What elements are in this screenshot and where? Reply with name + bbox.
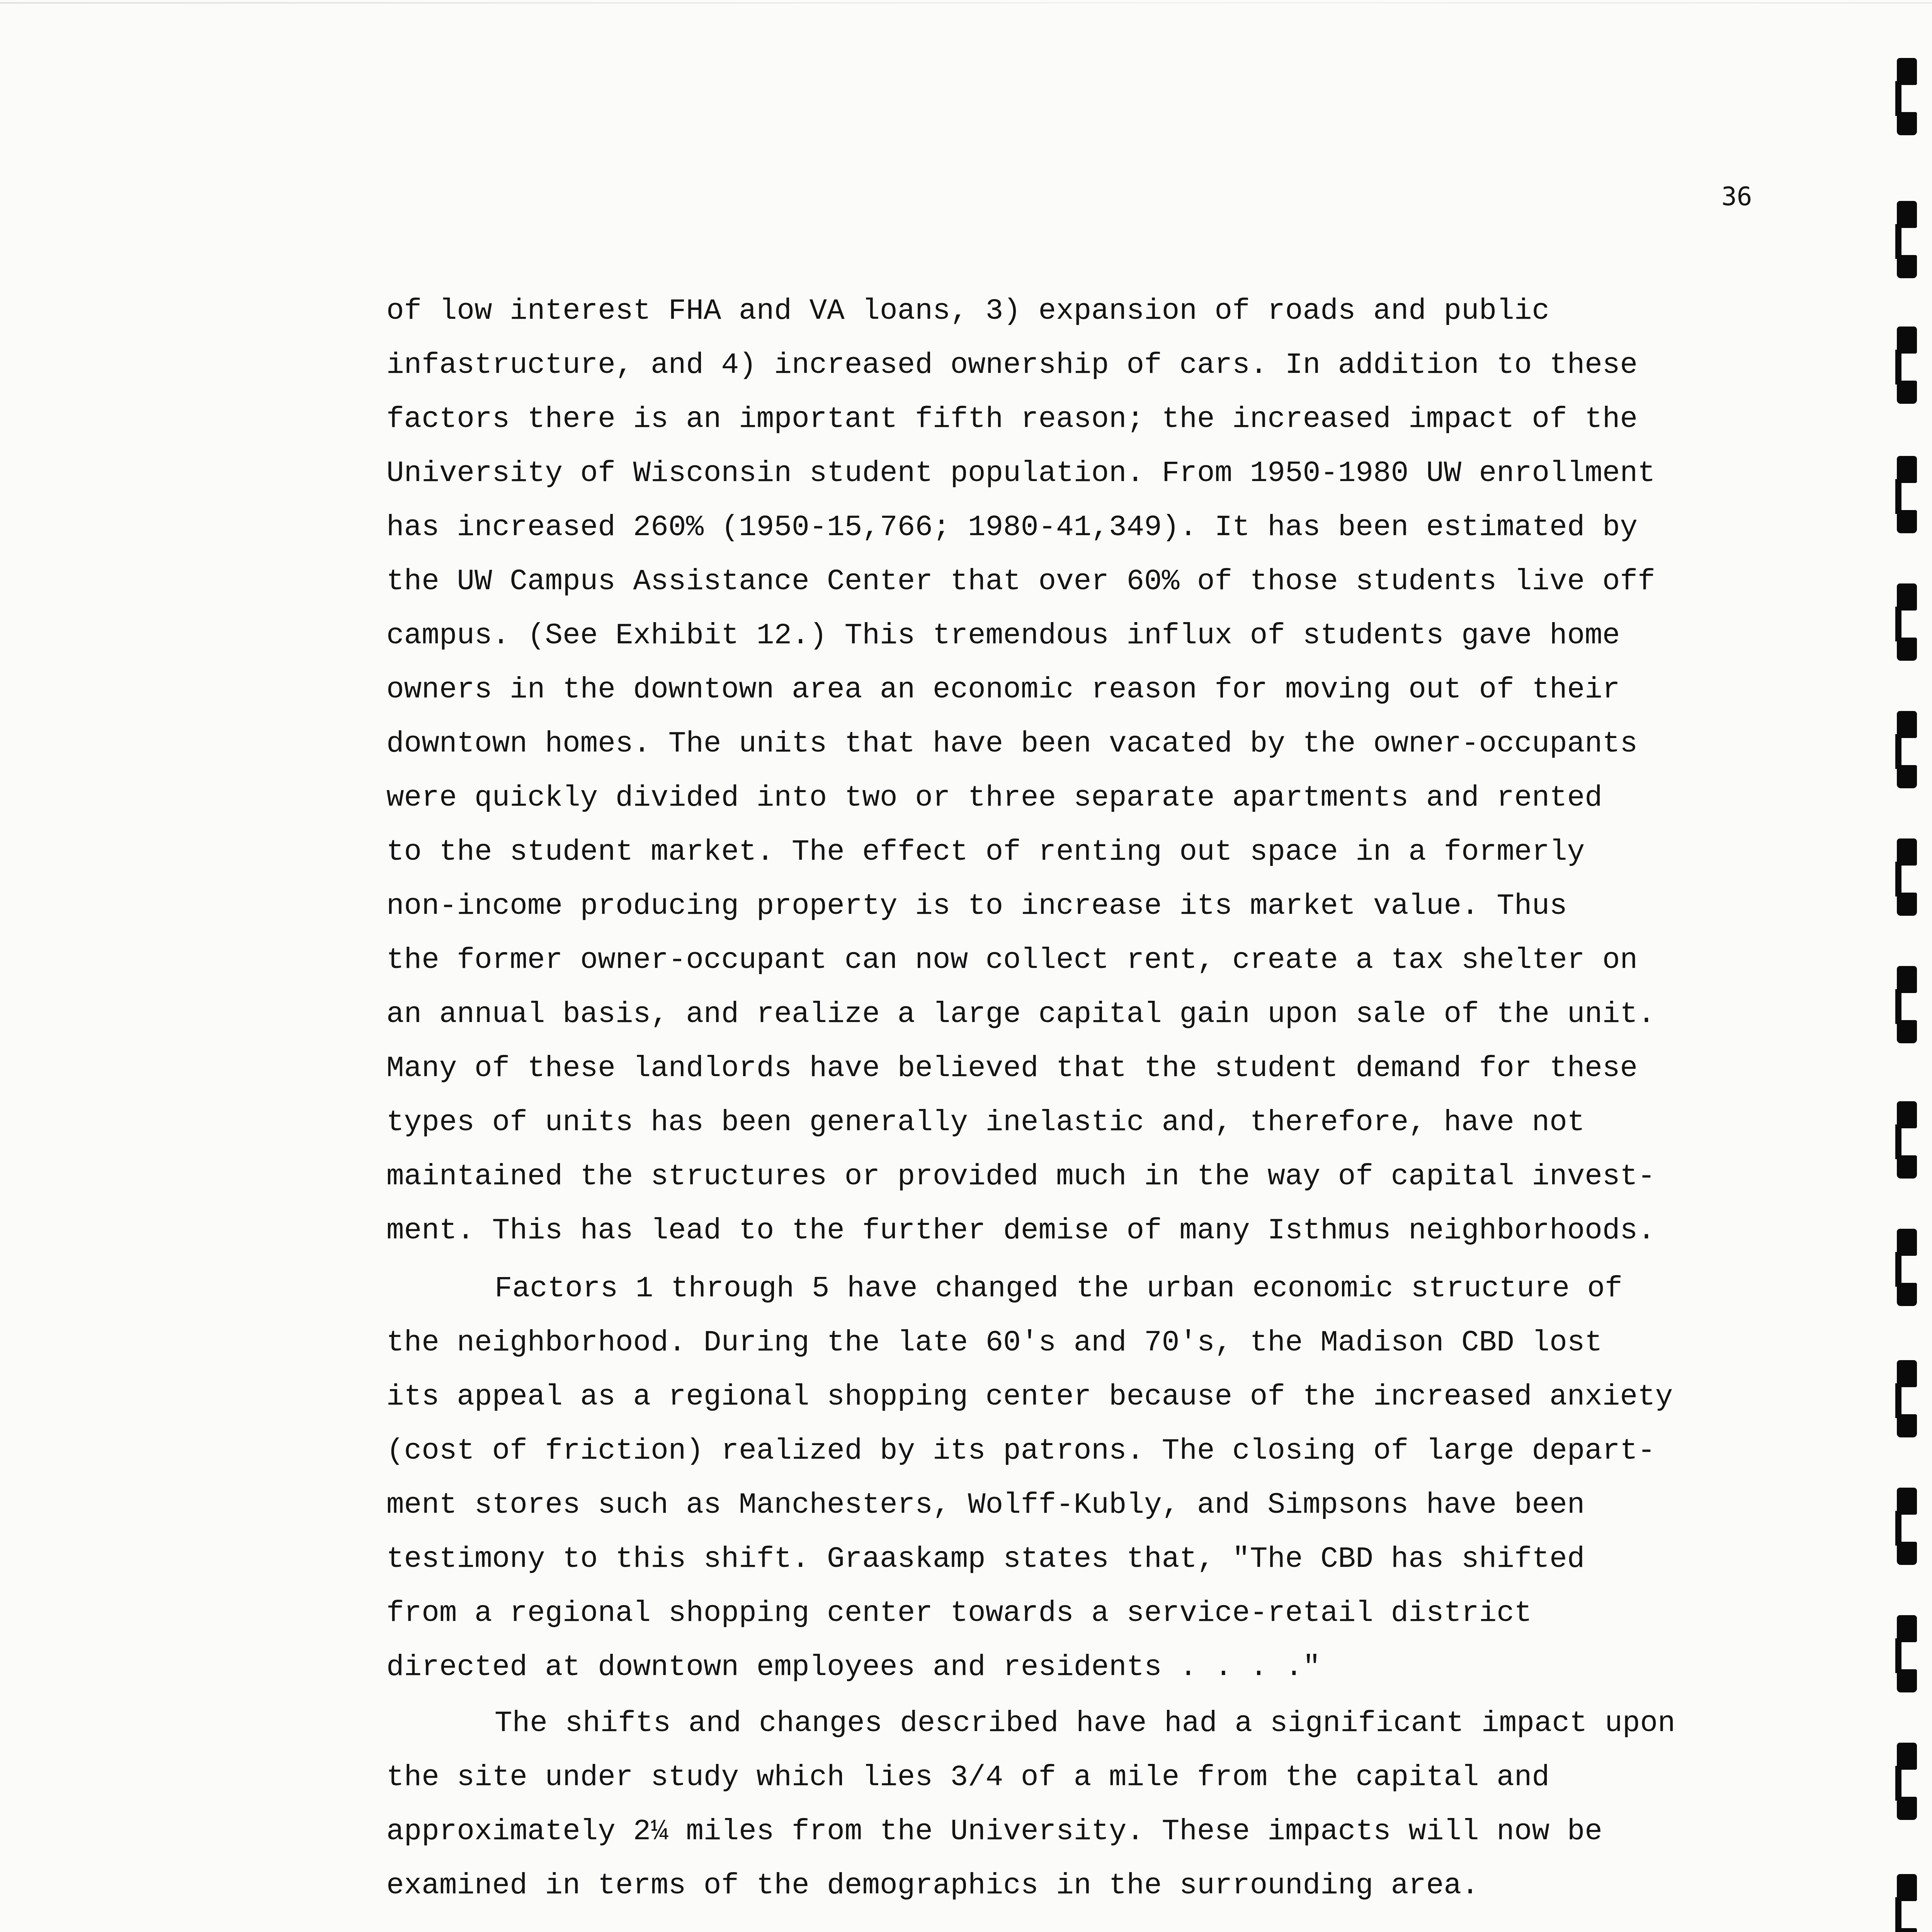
binding-hole	[1895, 1615, 1919, 1692]
text-line: Factors 1 through 5 have changed the urban economic structure of	[495, 1272, 1622, 1305]
binding-hole	[1895, 58, 1919, 135]
text-line: testimony to this shift. Graaskamp states that, "The CBD has shifted	[386, 1543, 1585, 1576]
text-line: has increased 260% (1950-15,766; 1980-41,349). It has been estimated by	[386, 511, 1638, 544]
text-line: the neighborhood. During the late 60's and 70's, the Madison CBD lost	[386, 1326, 1602, 1359]
text-line: were quickly divided into two or three separate apartments and rented	[386, 781, 1602, 815]
text-line: ment. This has lead to the further demise of many Isthmus neighborhoods.	[386, 1214, 1655, 1247]
text-line: (cost of friction) realized by its patrons. The closing of large depart-	[386, 1434, 1655, 1468]
binding-hole	[1895, 583, 1919, 661]
binding-hole	[1895, 1488, 1919, 1565]
binding-hole	[1895, 1101, 1919, 1179]
text-line: of low interest FHA and VA loans, 3) expansion of roads and public	[386, 294, 1550, 328]
binding-hole	[1895, 1360, 1919, 1437]
text-line: Many of these landlords have believed that the student demand for these	[386, 1052, 1638, 1085]
binding-hole	[1895, 1874, 1919, 1932]
text-line: downtown homes. The units that have been vacated by the owner-occupants	[386, 727, 1638, 760]
binding-holes	[1895, 58, 1932, 1932]
paragraph-1	[386, 284, 1747, 1258]
text-line: the former owner-occupant can now collect rent, create a tax shelter on	[386, 944, 1638, 977]
text-line: approximately 2¼ miles from the University. These impacts will now be	[386, 1815, 1602, 1848]
page-number: 36	[1721, 182, 1752, 211]
binding-hole	[1895, 201, 1919, 278]
text-line: the site under study which lies 3/4 of a mile from the capital and	[386, 1761, 1550, 1794]
text-line: the UW Campus Assistance Center that over 60% of those students live off	[386, 565, 1655, 598]
binding-hole	[1895, 456, 1919, 533]
text-line: to the student market. The effect of renting out space in a formerly	[386, 835, 1585, 869]
text-line: University of Wisconsin student population. From 1950-1980 UW enrollment	[386, 457, 1655, 490]
paragraph-3	[386, 1696, 1747, 1913]
binding-hole	[1895, 838, 1919, 916]
text-line: infastructure, and 4) increased ownership of cars. In addition to these	[386, 349, 1638, 382]
text-line: campus. (See Exhibit 12.) This tremendous influx of students gave home	[386, 619, 1620, 652]
text-line: from a regional shopping center towards a service-retail district	[386, 1597, 1532, 1630]
binding-hole	[1895, 1229, 1919, 1306]
text-line: owners in the downtown area an economic reason for moving out of their	[386, 673, 1620, 706]
text-line: factors there is an important fifth reason; the increased impact of the	[386, 403, 1638, 436]
text-line: its appeal as a regional shopping center because of the increased anxiety	[386, 1380, 1673, 1413]
paragraph-2	[386, 1262, 1747, 1694]
binding-hole	[1895, 711, 1919, 788]
text-line: ment stores such as Manchesters, Wolff-Kubly, and Simpsons have been	[386, 1488, 1585, 1522]
scan-edge-top	[0, 2, 1932, 3]
text-line: The shifts and changes described have had a significant impact upon	[495, 1707, 1675, 1740]
binding-hole	[1895, 1743, 1919, 1820]
text-line: non-income producing property is to increase its market value. Thus	[386, 889, 1567, 923]
text-line: an annual basis, and realize a large capital gain upon sale of the unit.	[386, 998, 1655, 1031]
text-line: maintained the structures or provided much in the way of capital invest-	[386, 1160, 1655, 1193]
binding-hole	[1895, 966, 1919, 1043]
text-line: types of units has been generally inelastic and, therefore, have not	[386, 1106, 1585, 1139]
text-line: directed at downtown employees and residents . . . ."	[386, 1651, 1321, 1684]
binding-hole	[1895, 327, 1919, 404]
text-line: examined in terms of the demographics in the surrounding area.	[386, 1869, 1479, 1902]
